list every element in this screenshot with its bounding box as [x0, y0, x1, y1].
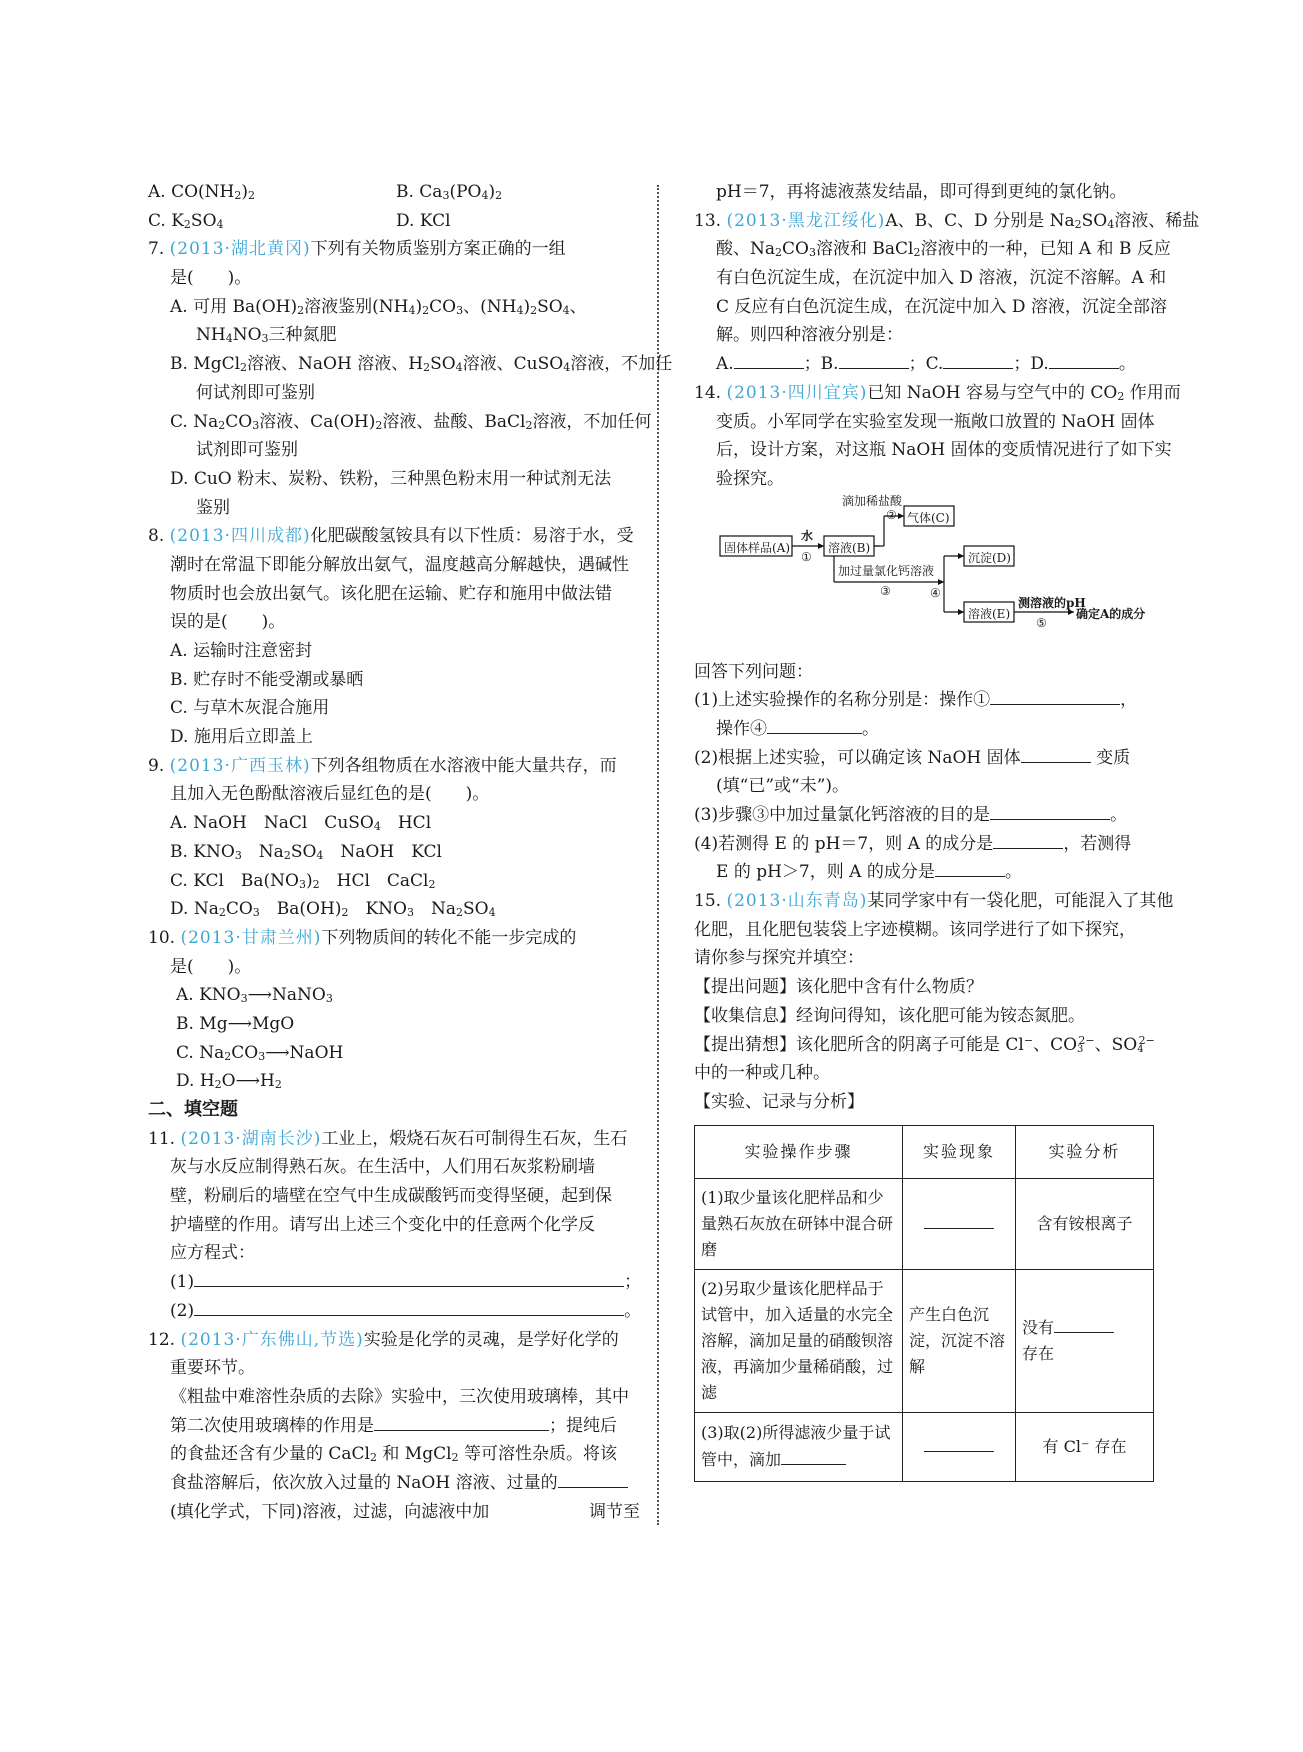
q14-blank-1[interactable]: (1)上述实验操作的名称分别是：操作① ，	[694, 686, 1164, 715]
q10-option-c: C. $Na_2CO_3⟶NaOH$	[176, 1042, 344, 1063]
q10-stem: 10. (2013·甘肃兰州)下列物质间的转化不能一步完成的	[148, 927, 577, 948]
table-row: (2)另取少量该化肥样品于试管中，加入适量的水完全溶解，滴加足量的硝酸钡溶液，再滴加少量稀硝酸，过滤 产生白色沉淀，沉淀不溶解 没有 存在	[695, 1269, 1154, 1412]
q8-option-d: D. 施用后立即盖上	[170, 727, 313, 748]
q7-option-d: D. CuO 粉末、炭粉、铁粉，三种黑色粉末用一种试剂无法	[170, 468, 612, 489]
q8-option-c: C. 与草木灰混合施用	[170, 698, 330, 719]
q12-blank-3[interactable]: (填化学式，下同)溶液，过滤，向滤液中加 调节至	[170, 1501, 640, 1522]
q10-option-d: D. $H_2O⟶H_2$	[176, 1071, 282, 1092]
table-row: (3)取(2)所得滤液少量于试管中，滴加 有 Cl⁻ 存在	[695, 1412, 1154, 1481]
q14-blank-5[interactable]: (4)若测得 E 的 pH＝7，则 A 的成分是 ，若测得	[694, 830, 1164, 859]
q9-option-d: D. $Na_2CO_3$ $Ba(OH)_2$ $KNO_3$ $Na_2SO_4$	[170, 899, 496, 920]
label-precipitate-d: 沉淀(D)	[968, 550, 1011, 565]
q15-stem: 15. (2013·山东青岛)某同学家中有一袋化肥，可能混入了其他	[694, 891, 1174, 912]
experiment-table	[694, 1125, 1154, 1482]
q14-blank-4[interactable]: (3)步骤③中加过量氯化钙溶液的目的是 。	[694, 801, 1164, 830]
q11-stem: 11. (2013·湖南长沙)工业上，煅烧石灰石可制得生石灰，生石	[148, 1128, 628, 1149]
label-gas-c: 气体(C)	[907, 510, 950, 525]
section-heading: 二、填空题	[148, 1099, 238, 1120]
row1-phenomenon-blank[interactable]	[903, 1178, 1016, 1269]
label-sample: 固体样品(A)	[724, 540, 791, 555]
q13-stem: 13. (2013·黑龙江绥化)A、B、C、D 分别是 $Na_2SO_4$溶液、稀盐	[694, 210, 1200, 231]
label-result: 确定A的成分	[1076, 606, 1146, 621]
column-divider	[657, 185, 659, 1525]
q12-stem: 12. (2013·广东佛山,节选)实验是化学的灵魂，是学好化学的	[148, 1329, 619, 1350]
q12-blank-1[interactable]: 第二次使用玻璃棒的作用是 ；提纯后	[148, 1412, 640, 1441]
q7-option-a: A. 可用 $Ba(OH)_2$溶液鉴别$(NH_4)_2CO_3$、$(NH_4)_2SO_4$、	[170, 296, 587, 317]
table-header: 实验操作步骤 实验现象 实验分析	[695, 1125, 1154, 1178]
q12-blank-2[interactable]: 食盐溶解后，依次放入过量的 NaOH 溶液、过量的	[148, 1469, 640, 1498]
step-2: ②	[886, 507, 897, 522]
step-4: ④	[930, 585, 941, 600]
label-measure-ph: 测溶液的pH	[1018, 595, 1086, 610]
q9-option-a: A. NaOH NaCl CuSO$_4$ HCl	[170, 813, 432, 834]
flow-diagram	[694, 493, 1164, 650]
q8-option-b: B. 贮存时不能受潮或暴晒	[170, 669, 364, 690]
label-add-cacl2: 加过量氯化钙溶液	[838, 563, 935, 578]
label-solution-b: 溶液(B)	[828, 540, 871, 555]
q14-blank-3[interactable]: (2)根据上述实验，可以确定该 NaOH 固体 变质	[694, 744, 1164, 773]
left-column: A. $CO(NH_2)_2$ B. $Ca_3(PO_4)_2$ C. $K_2SO_4$ D. KCl 7. (2013·湖北黄冈)下列有关物质鉴别方案正确的一组 是( )。 A. 可用 $Ba(OH)_2$溶液鉴别$(NH_4)_2CO_3$、$(NH_4)_2SO_4$、 $NH_4NO_3$三种氮肥 B. MgCl$_2$溶液、NaOH 溶液、$H_2SO_4$溶液、CuSO$_4$溶液，不加任 何试剂即可鉴别 C. $Na_2CO_3$溶液、$Ca(OH)_2$溶液、盐酸、BaCl$_2$溶液，不加任何 试剂即可鉴别 D. CuO 粉末、炭粉、铁粉，三种黑色粉末用一种试剂无法 鉴别 8. (2013·四川成都)化肥碳酸氢铵具有以下性质：易溶于水，受 潮时在常温下即能分解放出氨气，温度越高分解越快，遇碱性 物质时也会放出氨气。该化肥在运输、贮存和施用中做法错 误的是( )。 A. 运输时注意密封 B. 贮存时不能受潮或暴晒 C. 与草木灰混合施用 D. 施用后立即盖上 9. (2013·广西玉林)下列各组物质在水溶液中能大量共存，而 且加入无色酚酞溶液后显红色的是( )。 A. NaOH NaCl CuSO$_4$ HCl B. $KNO_3$ $Na_2SO_4$ NaOH KCl C. KCl $Ba(NO_3)_2$ HCl CaCl$_2$ D. $Na_2CO_3$ $Ba(OH)_2$ $KNO_3$ $Na_2SO_4$ 10. (2013·甘肃兰州)下列物质间的转化不能一步完成的 是( )。 A. $KNO_3⟶NaNO_3$ B. Mg⟶MgO C. $Na_2CO_3⟶NaOH$ D. $H_2O⟶H_2$ 二、填空题 11. (2013·湖南长沙)工业上，煅烧石灰石可制得生石灰，生石 灰与水反应制得熟石灰。在生活中，人们用石灰浆粉刷墙 壁，粉刷后的墙壁在空气中生成碳酸钙而变得坚硬，起到保 护墙壁的作用。请写出上述三个变化中的任意两个化学反 应方程式： (1) ； (2) 。 12. (2013·广东佛山,节选)实验是化学的灵魂，是学好化学的 重要环节。 《粗盐中难溶性杂质的去除》实验中，三次使用玻璃棒，其中 第二次使用玻璃棒的作用是 ；提纯后 的食盐还含有少量的 CaCl$_2$ 和 MgCl$_2$ 等可溶性杂质。将该 食盐溶解后，依次放入过量的 NaOH 溶液、过量的 (填化学式，下同)溶液，过滤，向滤液中加 调节至	[148, 178, 640, 1526]
step-1: ①	[801, 549, 812, 564]
q7-option-c: C. $Na_2CO_3$溶液、$Ca(OH)_2$溶液、盐酸、BaCl$_2$溶液，不加任何	[170, 411, 652, 432]
q9-option-b: B. $KNO_3$ $Na_2SO_4$ NaOH KCl	[170, 841, 442, 862]
label-water: 水	[801, 528, 814, 543]
q14-stem: 14. (2013·四川宜宾)已知 NaOH 容易与空气中的 $CO_2$ 作用而	[694, 382, 1181, 403]
q8-stem: 8. (2013·四川成都)化肥碳酸氢铵具有以下性质：易溶于水，受	[148, 526, 634, 547]
table-row: (1)取少量该化肥样品和少量熟石灰放在研钵中混合研磨 含有铵根离子	[695, 1178, 1154, 1269]
q9-option-c: C. KCl $Ba(NO_3)_2$ HCl CaCl$_2$	[170, 870, 436, 891]
q8-option-a: A. 运输时注意密封	[170, 641, 313, 661]
label-solution-e: 溶液(E)	[968, 606, 1011, 621]
step-3: ③	[880, 583, 891, 598]
q7-option-b: B. MgCl$_2$溶液、NaOH 溶液、$H_2SO_4$溶液、CuSO$_4$溶液，不加任	[170, 354, 673, 375]
step-5: ⑤	[1036, 615, 1047, 630]
q6-options-ab: A. $CO(NH_2)_2$ B. $Ca_3(PO_4)_2$	[148, 182, 503, 202]
q7-stem: 7. (2013·湖北黄冈)下列有关物质鉴别方案正确的一组	[148, 239, 566, 260]
q14-blank-6[interactable]: E 的 pH＞7，则 A 的成分是 。	[694, 858, 1164, 887]
right-column: pH＝7，再将滤液蒸发结晶，即可得到更纯的氯化钠。 13. (2013·黑龙江绥化)A、B、C、D 分别是 $Na_2SO_4$溶液、稀盐 酸、$Na_2CO_3$溶液和 BaCl$_2$溶液中的一种，已知 A 和 B 反应 有白色沉淀生成，在沉淀中加入 D 溶液，沉淀不溶解。A 和 C 反应有白色沉淀生成，在沉淀中加入 D 溶液，沉淀全部溶 解。则四种溶液分别是： A. ；B. ；C. ；D. 。 14. (2013·四川宜宾)已知 NaOH 容易与空气中的 $CO_2$ 作用而 变质。小军同学在实验室发现一瓶敞口放置的 NaOH 固体 后，设计方案，对这瓶 NaOH 固体的变质情况进行了如下实 验探究。 固体样品(A) 水 ① 溶液(B) 滴加稀盐酸 ② 气体(C) 加过量氯化钙溶液 ③ ④ 沉淀(D) 溶液(E) 测溶液的pH ⑤ 确定A的成分 回答下列问题： (1)上述实验操作的名称分别是：操作① ， 操作④ 。 (2)根据上述实验，可以确定该 NaOH 固体 变质 (填“已”或“未”)。 (3)步骤③中加过量氯化钙溶液的目的是 。 (4)若测得 E 的 pH＝7，则 A 的成分是 ，若测得 E 的 pH＞7，则 A 的成分是 。 15. (2013·山东青岛)某同学家中有一袋化肥，可能混入了其他 化肥，且化肥包装袋上字迹模糊。该同学进行了如下探究， 请你参与探究并填空： 【提出问题】该化肥中含有什么物质？ 【收集信息】经询问得知，该化肥可能为铵态氮肥。 【提出猜想】该化肥所含的阴离子可能是 Cl−、$CO_3^{2-}$、$SO_4^{2-}$ 中的一种或几种。 【实验、记录与分析】 实验操作步骤 实验现象 实验分析 (1)取少量该化肥样品和少量熟石灰放在研钵中混合研磨 含有铵根离子 (2)另取少量该化肥样品于试管中，加入适量的水完全溶解，滴加足量的硝酸钡溶液，再滴加少量稀硝酸，过滤 产生白色沉淀，沉淀不溶解 没有 存在 (3)取(2)所得滤液少量于试管中，滴加 有 Cl⁻ 存在	[694, 178, 1164, 1482]
q13-blanks[interactable]: A. ；B. ；C. ；D. 。	[694, 350, 1164, 379]
q11-blank-1[interactable]: (1) ；	[148, 1268, 640, 1297]
q10-option-b: B. Mg⟶MgO	[176, 1013, 295, 1034]
q14-blank-2[interactable]: 操作④ 。	[694, 715, 1164, 744]
q11-blank-2[interactable]: (2) 。	[148, 1297, 640, 1326]
row3-operation-blank[interactable]: (3)取(2)所得滤液少量于试管中，滴加	[695, 1412, 903, 1481]
label-add-hcl: 滴加稀盐酸	[842, 493, 903, 508]
q9-stem: 9. (2013·广西玉林)下列各组物质在水溶液中能大量共存，而	[148, 755, 617, 776]
q10-option-a: A. $KNO_3⟶NaNO_3$	[176, 985, 333, 1006]
q6-options-cd: C. $K_2SO_4$ D. KCl	[148, 210, 451, 231]
row3-phenomenon-blank[interactable]	[903, 1412, 1016, 1481]
row2-analysis-blank[interactable]: 没有 存在	[1016, 1269, 1154, 1412]
